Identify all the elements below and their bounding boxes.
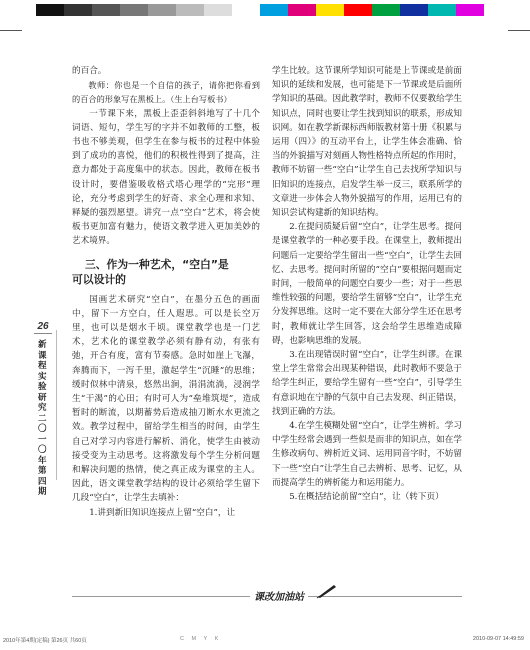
paragraph: 的百合。 [72,66,107,76]
color-swatch [372,4,400,16]
paragraph-dialogue: 教师：你也是一个自信的孩子，请你把你看到的百合的形象写在黑板上。（生上台写板书） [72,80,260,105]
color-swatch [400,4,428,16]
color-swatch [204,4,232,16]
paragraph: 1.讲到新旧知识连接点上留“空白”，让 [89,507,236,518]
color-swatch [148,4,176,16]
color-swatch [316,4,344,16]
color-swatch [36,4,64,16]
crop-mark-top-right [508,30,530,31]
page-number: 26 [34,320,52,334]
print-slug-left: 2010年第4期(定稿) 第26页 共60页 [3,638,87,644]
crop-mark-top-left [0,30,22,31]
print-slug-cmyk: C M Y K [180,636,222,642]
journal-name: 新课程实验研究 [38,340,47,413]
paragraph: 5.在概括结论前留“空白”，让（转下页） [289,492,444,503]
footer-brand: 课改加油站 [250,588,308,603]
paragraph: 2.在提问质疑后留“空白”，让学生思考。提问是课堂教学的一种必要手段。在课堂上，教师提出问题后一定要给学生留出一些“空白”，让学生去回忆、去思考。提问时所留的“空白”要根据问题而定时间，一般简单的问题空白要少一些；对于一些思维性较强的问题，要给学生留够“空白”，让学生充分发挥思维。这时一定不要在大部分学生还在思考时，教师就让学生回答，这会给学生思维造成障碍，也影响思维的发展。 [272,222,462,346]
paragraph: 国画艺术研究“空白”，在墨分五色的画面中，留下一方空白，任人遐思。可以是长空万里，也可以是烟水千顷。课堂教学也是一门艺术，艺术化的课堂教学必须有静有动，有张有弛，开合有度，富有节奏感。急时如崖上飞瀑，奔腾而下，一泻千里，激起学生“沉睡”的思维；缓时似林中清泉，悠然出涧，涓涓流淌，浸润学生“干渴”的心田；有时可人为“垒堆筑堤”，造成暂时的断流，以期蓄势后造成抽刀断水水更流之效。教学过程中，留给学生相当的时间，由学生自己对学习内容进行解析、消化，使学生由被动接受变为主动思考。这将激发每个学生分析问题和解决问题的热情，使之真正成为课堂的主人。因此，语文课堂教学结构的设计必须给学生留下几段“空白”，让学生去填补： [72,294,260,504]
paragraph: 4.在学生模糊处留“空白”，让学生辨析。学习中学生经常会遇到一些似是而非的知识点，如在学生修改病句、辨析近义词、运用同音字时，不妨留下一些“空白”让学生自己去辨析、思考、记忆，从而提高学生的辨析能力和运用能力。 [272,421,462,488]
side-divider [56,330,57,480]
journal-name-vertical [38,340,50,498]
article-column-left [72,64,260,520]
color-swatch [260,4,288,16]
color-swatch [456,4,484,16]
paragraph: 一节课下来，黑板上歪歪斜斜地写了十几个词语、短句，学生写的字并不如教师的工整，板书也不够美观，但学生在参与板书的过程中体验到了成功的喜悦，他们的积极性得到了提高，注意力都处于高度集中的状态。因此，教师在板书设计时，要借鉴吸收格式塔心理学的“完形”理论，充分考虑到学生的好奇、求全心理和求知、释疑的强烈愿望。讲究一点“空白”艺术，将会使板书更加富有魅力，使语文教学进入更加美妙的艺术境界。 [72,108,260,247]
section-heading [72,257,260,287]
color-swatch [428,4,456,16]
section-heading-line2: 可以设计的 [72,272,126,286]
journal-issue: 二〇一〇年 第四期 [38,413,47,497]
color-swatch [344,4,372,16]
section-heading-line1: 三、作为一种艺术，“空白”是 [84,257,229,271]
color-swatch [288,4,316,16]
print-slug-date: 2010-09-07 14:49:59 [472,636,524,642]
paragraph: 3.在出现错误时留“空白”，让学生纠谬。在课堂上学生常常会出现某种错误，此时教师不要急于给学生纠正，要给学生留有一些“空白”，引导学生有意识地在宁静的气氛中自己去发现、纠正错误，找到正确的方法。 [272,350,462,417]
color-swatch [64,4,92,16]
color-swatch [92,4,120,16]
color-swatch [176,4,204,16]
article-column-right [272,64,462,504]
color-swatch [120,4,148,16]
color-swatch [232,4,260,16]
pen-icon [316,583,338,599]
paragraph: 学生比较。这节课所学知识可能是上节课或是前面知识的延续和发展，也可能是下一节课或是后面所学知识的基础。因此教学时，教师不仅要教给学生知识点，同时也要让学生找到知识的联系，形成知识网。如在教学新课标西师版教材第十册《积累与运用（四）》的互动平台上，让学生体会准确、恰当的外貌描写对刻画人物性格特点所起的作用时，教师不妨留一些“空白”让学生自己去找所学知识与旧知识的连接点，启发学生举一反三，联系所学的文章进一步体会人物外貌描写的作用，运用已有的知识尝试构建新的知识结构。 [272,66,462,219]
